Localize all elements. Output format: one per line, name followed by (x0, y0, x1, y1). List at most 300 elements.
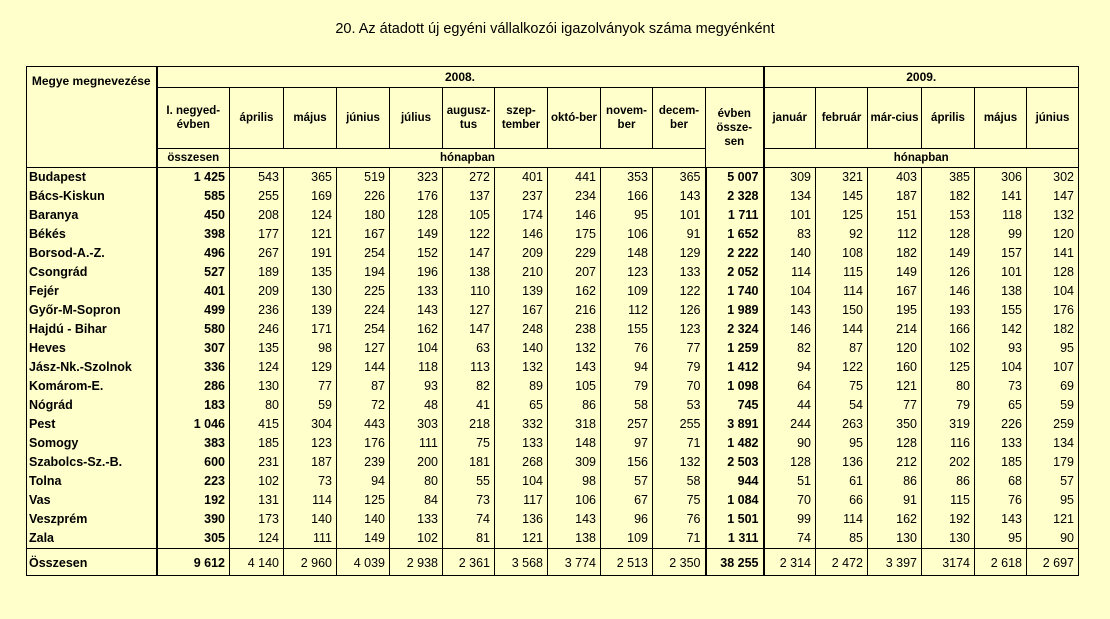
month-cell-2008: 76 (601, 339, 653, 358)
month-cell-2009: 136 (816, 453, 868, 472)
month-header-2009: április (922, 88, 975, 149)
month-cell-2009: 120 (1027, 225, 1079, 244)
month-cell-2008: 94 (337, 472, 390, 491)
month-cell-2009: 95 (975, 529, 1027, 549)
county-name: Pest (27, 415, 157, 434)
month-cell-2008: 106 (601, 225, 653, 244)
county-name: Vas (27, 491, 157, 510)
month-cell-2008: 53 (653, 396, 706, 415)
month-cell-2008: 77 (284, 377, 337, 396)
month-cell-2008: 303 (390, 415, 443, 434)
month-cell-2009: 182 (922, 187, 975, 206)
month-cell-2008: 139 (284, 301, 337, 320)
month-cell-2008: 185 (230, 434, 284, 453)
month-cell-2008: 74 (443, 510, 495, 529)
annual-total-cell: 1 711 (706, 206, 764, 225)
month-cell-2008: 124 (284, 206, 337, 225)
county-name: Heves (27, 339, 157, 358)
month-cell-2008: 304 (284, 415, 337, 434)
month-cell-2009: 179 (1027, 453, 1079, 472)
month-cell-2008: 323 (390, 168, 443, 188)
month-cell-2009: 259 (1027, 415, 1079, 434)
month-cell-2009: 187 (868, 187, 922, 206)
month-cell-2008: 255 (230, 187, 284, 206)
month-cell-2009: 160 (868, 358, 922, 377)
month-cell-2008: 180 (337, 206, 390, 225)
month-cell-2008: 181 (443, 453, 495, 472)
month-cell-2008: 109 (601, 282, 653, 301)
q1-total-cell: 192 (157, 491, 230, 510)
month-cell-2008: 122 (443, 225, 495, 244)
month-cell-2008: 268 (495, 453, 548, 472)
annual-total-cell: 2 222 (706, 244, 764, 263)
month-cell-2008: 102 (230, 472, 284, 491)
month-cell-2008: 82 (443, 377, 495, 396)
month-cell-2008: 75 (443, 434, 495, 453)
month-cell-2008: 143 (548, 510, 601, 529)
month-cell-2008: 208 (230, 206, 284, 225)
month-cell-2008: 441 (548, 168, 601, 188)
month-cell-2008: 146 (495, 225, 548, 244)
month-cell-2008: 216 (548, 301, 601, 320)
q1-total-cell: 585 (157, 187, 230, 206)
month-cell-2008: 207 (548, 263, 601, 282)
month-cell-2008: 187 (284, 453, 337, 472)
month-cell-2008: 4 140 (230, 549, 284, 576)
month-header-2009: február (816, 88, 868, 149)
month-cell-2009: 68 (975, 472, 1027, 491)
month-cell-2009: 44 (764, 396, 816, 415)
month-cell-2009: 74 (764, 529, 816, 549)
month-cell-2009: 107 (1027, 358, 1079, 377)
month-header-2008: július (390, 88, 443, 149)
q1-total-cell: 305 (157, 529, 230, 549)
month-cell-2008: 519 (337, 168, 390, 188)
month-cell-2009: 134 (1027, 434, 1079, 453)
month-cell-2008: 48 (390, 396, 443, 415)
county-name: Győr-M-Sopron (27, 301, 157, 320)
q1-total-cell: 1 425 (157, 168, 230, 188)
month-cell-2009: 141 (975, 187, 1027, 206)
month-cell-2008: 231 (230, 453, 284, 472)
month-cell-2008: 257 (601, 415, 653, 434)
month-cell-2008: 131 (230, 491, 284, 510)
month-cell-2008: 101 (653, 206, 706, 225)
month-cell-2008: 149 (390, 225, 443, 244)
annual-total-cell: 5 007 (706, 168, 764, 188)
table-row (27, 491, 1079, 510)
month-cell-2009: 2 314 (764, 549, 816, 576)
month-cell-2009: 195 (868, 301, 922, 320)
table-row (27, 377, 1079, 396)
month-cell-2009: 144 (816, 320, 868, 339)
table-row (27, 320, 1079, 339)
month-cell-2009: 69 (1027, 377, 1079, 396)
county-name: Békés (27, 225, 157, 244)
month-cell-2008: 129 (653, 244, 706, 263)
month-cell-2009: 263 (816, 415, 868, 434)
month-cell-2008: 57 (601, 472, 653, 491)
month-cell-2008: 171 (284, 320, 337, 339)
month-cell-2008: 121 (284, 225, 337, 244)
month-cell-2008: 70 (653, 377, 706, 396)
month-cell-2008: 209 (495, 244, 548, 263)
month-cell-2009: 3174 (922, 549, 975, 576)
month-cell-2008: 63 (443, 339, 495, 358)
month-cell-2008: 148 (601, 244, 653, 263)
annual-total-cell: 745 (706, 396, 764, 415)
month-cell-2008: 166 (601, 187, 653, 206)
month-cell-2008: 2 350 (653, 549, 706, 576)
month-cell-2008: 106 (548, 491, 601, 510)
month-cell-2009: 112 (868, 225, 922, 244)
month-cell-2008: 140 (337, 510, 390, 529)
table-row (27, 434, 1079, 453)
month-header-2008: szep-tember (495, 88, 548, 149)
month-unit-2009: hónapban (764, 149, 1079, 168)
month-cell-2008: 80 (230, 396, 284, 415)
month-cell-2009: 126 (922, 263, 975, 282)
county-name: Veszprém (27, 510, 157, 529)
month-cell-2008: 127 (443, 301, 495, 320)
month-cell-2009: 65 (975, 396, 1027, 415)
month-cell-2008: 84 (390, 491, 443, 510)
month-cell-2008: 3 568 (495, 549, 548, 576)
month-cell-2008: 55 (443, 472, 495, 491)
month-cell-2008: 97 (601, 434, 653, 453)
month-cell-2009: 94 (764, 358, 816, 377)
month-cell-2008: 143 (390, 301, 443, 320)
month-cell-2009: 306 (975, 168, 1027, 188)
month-cell-2009: 302 (1027, 168, 1079, 188)
q1-total-cell: 336 (157, 358, 230, 377)
month-cell-2009: 66 (816, 491, 868, 510)
month-cell-2008: 81 (443, 529, 495, 549)
month-cell-2009: 90 (1027, 529, 1079, 549)
month-cell-2008: 152 (390, 244, 443, 263)
month-cell-2009: 128 (868, 434, 922, 453)
q1-total-cell: 600 (157, 453, 230, 472)
month-cell-2008: 121 (495, 529, 548, 549)
month-cell-2009: 101 (764, 206, 816, 225)
month-cell-2008: 79 (653, 358, 706, 377)
month-cell-2008: 353 (601, 168, 653, 188)
month-cell-2008: 2 361 (443, 549, 495, 576)
month-header-2008: decem-ber (653, 88, 706, 149)
month-cell-2009: 3 397 (868, 549, 922, 576)
month-cell-2008: 76 (653, 510, 706, 529)
month-cell-2008: 156 (601, 453, 653, 472)
month-cell-2008: 175 (548, 225, 601, 244)
month-cell-2008: 176 (390, 187, 443, 206)
county-name: Baranya (27, 206, 157, 225)
month-cell-2008: 71 (653, 529, 706, 549)
month-cell-2008: 401 (495, 168, 548, 188)
month-cell-2009: 138 (975, 282, 1027, 301)
month-cell-2009: 134 (764, 187, 816, 206)
q1-total-cell: 286 (157, 377, 230, 396)
county-name: Hajdú - Bihar (27, 320, 157, 339)
month-cell-2009: 125 (922, 358, 975, 377)
q1-total-cell: 398 (157, 225, 230, 244)
month-cell-2008: 189 (230, 263, 284, 282)
month-cell-2008: 237 (495, 187, 548, 206)
q1-total-cell: 1 046 (157, 415, 230, 434)
county-name: Somogy (27, 434, 157, 453)
table-row (27, 339, 1079, 358)
annual-total-cell: 1 098 (706, 377, 764, 396)
month-cell-2009: 114 (816, 282, 868, 301)
table-row (27, 206, 1079, 225)
month-cell-2008: 93 (390, 377, 443, 396)
month-cell-2008: 332 (495, 415, 548, 434)
month-cell-2009: 192 (922, 510, 975, 529)
county-statistics-table (26, 66, 1079, 576)
month-cell-2009: 90 (764, 434, 816, 453)
q1-total-cell: 580 (157, 320, 230, 339)
county-name: Zala (27, 529, 157, 549)
annual-total-cell: 1 652 (706, 225, 764, 244)
month-cell-2008: 365 (653, 168, 706, 188)
month-cell-2009: 321 (816, 168, 868, 188)
month-cell-2008: 75 (653, 491, 706, 510)
month-cell-2008: 309 (548, 453, 601, 472)
month-cell-2008: 132 (495, 358, 548, 377)
table-row (27, 168, 1079, 188)
month-cell-2008: 89 (495, 377, 548, 396)
month-cell-2009: 95 (1027, 491, 1079, 510)
month-cell-2009: 77 (868, 396, 922, 415)
month-cell-2009: 104 (1027, 282, 1079, 301)
month-cell-2008: 59 (284, 396, 337, 415)
month-cell-2008: 226 (337, 187, 390, 206)
month-cell-2008: 126 (653, 301, 706, 320)
month-cell-2008: 132 (548, 339, 601, 358)
table-row (27, 282, 1079, 301)
month-cell-2008: 210 (495, 263, 548, 282)
month-cell-2008: 133 (495, 434, 548, 453)
month-unit-2008: hónapban (230, 149, 706, 168)
month-cell-2008: 143 (548, 358, 601, 377)
month-cell-2008: 91 (653, 225, 706, 244)
table-body (27, 168, 1079, 549)
month-cell-2008: 144 (337, 358, 390, 377)
month-header-2008: augusz-tus (443, 88, 495, 149)
month-cell-2009: 128 (922, 225, 975, 244)
county-name: Fejér (27, 282, 157, 301)
month-cell-2009: 151 (868, 206, 922, 225)
month-cell-2009: 2 618 (975, 549, 1027, 576)
month-cell-2009: 141 (1027, 244, 1079, 263)
month-cell-2008: 135 (284, 263, 337, 282)
month-cell-2009: 104 (975, 358, 1027, 377)
county-name: Bács-Kiskun (27, 187, 157, 206)
month-cell-2009: 116 (922, 434, 975, 453)
month-cell-2008: 143 (653, 187, 706, 206)
total-row (27, 549, 1079, 576)
annual-total-cell: 1 084 (706, 491, 764, 510)
month-cell-2008: 41 (443, 396, 495, 415)
month-cell-2008: 148 (548, 434, 601, 453)
month-cell-2009: 79 (922, 396, 975, 415)
month-cell-2009: 86 (922, 472, 975, 491)
month-cell-2008: 147 (443, 320, 495, 339)
month-cell-2009: 51 (764, 472, 816, 491)
month-cell-2008: 209 (230, 282, 284, 301)
month-cell-2009: 61 (816, 472, 868, 491)
month-cell-2009: 122 (816, 358, 868, 377)
month-cell-2009: 128 (1027, 263, 1079, 282)
month-cell-2009: 166 (922, 320, 975, 339)
month-cell-2009: 145 (816, 187, 868, 206)
month-cell-2008: 239 (337, 453, 390, 472)
month-cell-2009: 146 (764, 320, 816, 339)
month-cell-2008: 98 (548, 472, 601, 491)
month-cell-2009: 132 (1027, 206, 1079, 225)
q1-total-cell: 499 (157, 301, 230, 320)
month-cell-2009: 150 (816, 301, 868, 320)
table-row (27, 301, 1079, 320)
year-2009-header: 2009. (764, 67, 1079, 88)
month-cell-2008: 169 (284, 187, 337, 206)
month-cell-2008: 138 (443, 263, 495, 282)
month-header-2008: április (230, 88, 284, 149)
month-cell-2008: 225 (337, 282, 390, 301)
q1-total-cell: 307 (157, 339, 230, 358)
annual-total-cell: 1 482 (706, 434, 764, 453)
county-name: Komárom-E. (27, 377, 157, 396)
month-cell-2008: 124 (230, 358, 284, 377)
month-cell-2008: 174 (495, 206, 548, 225)
month-cell-2009: 202 (922, 453, 975, 472)
month-cell-2008: 135 (230, 339, 284, 358)
month-cell-2008: 155 (601, 320, 653, 339)
month-cell-2008: 67 (601, 491, 653, 510)
month-cell-2009: 87 (816, 339, 868, 358)
month-cell-2009: 120 (868, 339, 922, 358)
county-name: Összesen (27, 549, 157, 576)
month-cell-2008: 234 (548, 187, 601, 206)
month-cell-2008: 125 (337, 491, 390, 510)
month-cell-2009: 121 (868, 377, 922, 396)
month-cell-2008: 137 (443, 187, 495, 206)
month-cell-2008: 80 (390, 472, 443, 491)
year-2008-header: 2008. (157, 67, 764, 88)
table-row (27, 263, 1079, 282)
month-cell-2009: 76 (975, 491, 1027, 510)
month-cell-2008: 73 (284, 472, 337, 491)
month-cell-2009: 146 (922, 282, 975, 301)
month-cell-2008: 129 (284, 358, 337, 377)
q1-total-cell: 450 (157, 206, 230, 225)
month-cell-2008: 127 (337, 339, 390, 358)
month-cell-2009: 157 (975, 244, 1027, 263)
month-cell-2009: 114 (764, 263, 816, 282)
month-cell-2008: 95 (601, 206, 653, 225)
month-cell-2008: 114 (284, 491, 337, 510)
month-cell-2009: 214 (868, 320, 922, 339)
month-cell-2008: 218 (443, 415, 495, 434)
month-cell-2009: 85 (816, 529, 868, 549)
q1-total-cell: 401 (157, 282, 230, 301)
month-cell-2009: 125 (816, 206, 868, 225)
month-cell-2009: 95 (816, 434, 868, 453)
month-cell-2009: 86 (868, 472, 922, 491)
month-cell-2008: 2 960 (284, 549, 337, 576)
month-cell-2009: 130 (922, 529, 975, 549)
month-cell-2008: 132 (653, 453, 706, 472)
month-cell-2008: 139 (495, 282, 548, 301)
county-name: Jász-Nk.-Szolnok (27, 358, 157, 377)
month-cell-2009: 118 (975, 206, 1027, 225)
month-cell-2009: 104 (764, 282, 816, 301)
month-header-2008: május (284, 88, 337, 149)
month-cell-2008: 77 (653, 339, 706, 358)
annual-total-cell: 2 503 (706, 453, 764, 472)
county-name: Csongrád (27, 263, 157, 282)
month-cell-2008: 73 (443, 491, 495, 510)
q1-total-cell: 496 (157, 244, 230, 263)
month-cell-2008: 118 (390, 358, 443, 377)
q1-header: I. negyed-évben (157, 88, 230, 149)
month-cell-2008: 140 (284, 510, 337, 529)
table-row (27, 472, 1079, 491)
month-cell-2008: 58 (653, 472, 706, 491)
county-name: Szabolcs-Sz.-B. (27, 453, 157, 472)
month-cell-2008: 173 (230, 510, 284, 529)
month-cell-2008: 104 (390, 339, 443, 358)
month-cell-2008: 133 (390, 282, 443, 301)
month-cell-2008: 194 (337, 263, 390, 282)
annual-total-cell: 2 324 (706, 320, 764, 339)
month-cell-2009: 143 (975, 510, 1027, 529)
q1-total-cell: 390 (157, 510, 230, 529)
month-cell-2008: 149 (337, 529, 390, 549)
month-cell-2009: 92 (816, 225, 868, 244)
table-row (27, 415, 1079, 434)
month-cell-2009: 95 (1027, 339, 1079, 358)
county-name: Tolna (27, 472, 157, 491)
q1-total-cell: 223 (157, 472, 230, 491)
table-row (27, 225, 1079, 244)
month-cell-2009: 149 (868, 263, 922, 282)
month-cell-2009: 115 (816, 263, 868, 282)
month-cell-2009: 82 (764, 339, 816, 358)
month-cell-2008: 58 (601, 396, 653, 415)
table-total (27, 549, 1079, 576)
month-cell-2008: 79 (601, 377, 653, 396)
month-cell-2008: 94 (601, 358, 653, 377)
month-cell-2009: 91 (868, 491, 922, 510)
month-cell-2008: 365 (284, 168, 337, 188)
month-cell-2008: 238 (548, 320, 601, 339)
month-cell-2009: 193 (922, 301, 975, 320)
month-cell-2008: 138 (548, 529, 601, 549)
month-cell-2009: 54 (816, 396, 868, 415)
month-cell-2008: 246 (230, 320, 284, 339)
month-cell-2008: 267 (230, 244, 284, 263)
annual-total-cell: 1 311 (706, 529, 764, 549)
month-cell-2009: 176 (1027, 301, 1079, 320)
month-cell-2008: 133 (390, 510, 443, 529)
month-header-2008: októ-ber (548, 88, 601, 149)
annual-total-cell: 1 501 (706, 510, 764, 529)
month-cell-2008: 255 (653, 415, 706, 434)
month-cell-2009: 80 (922, 377, 975, 396)
month-cell-2008: 105 (443, 206, 495, 225)
month-cell-2009: 182 (1027, 320, 1079, 339)
annual-total-header: évben össze-sen (706, 88, 764, 168)
